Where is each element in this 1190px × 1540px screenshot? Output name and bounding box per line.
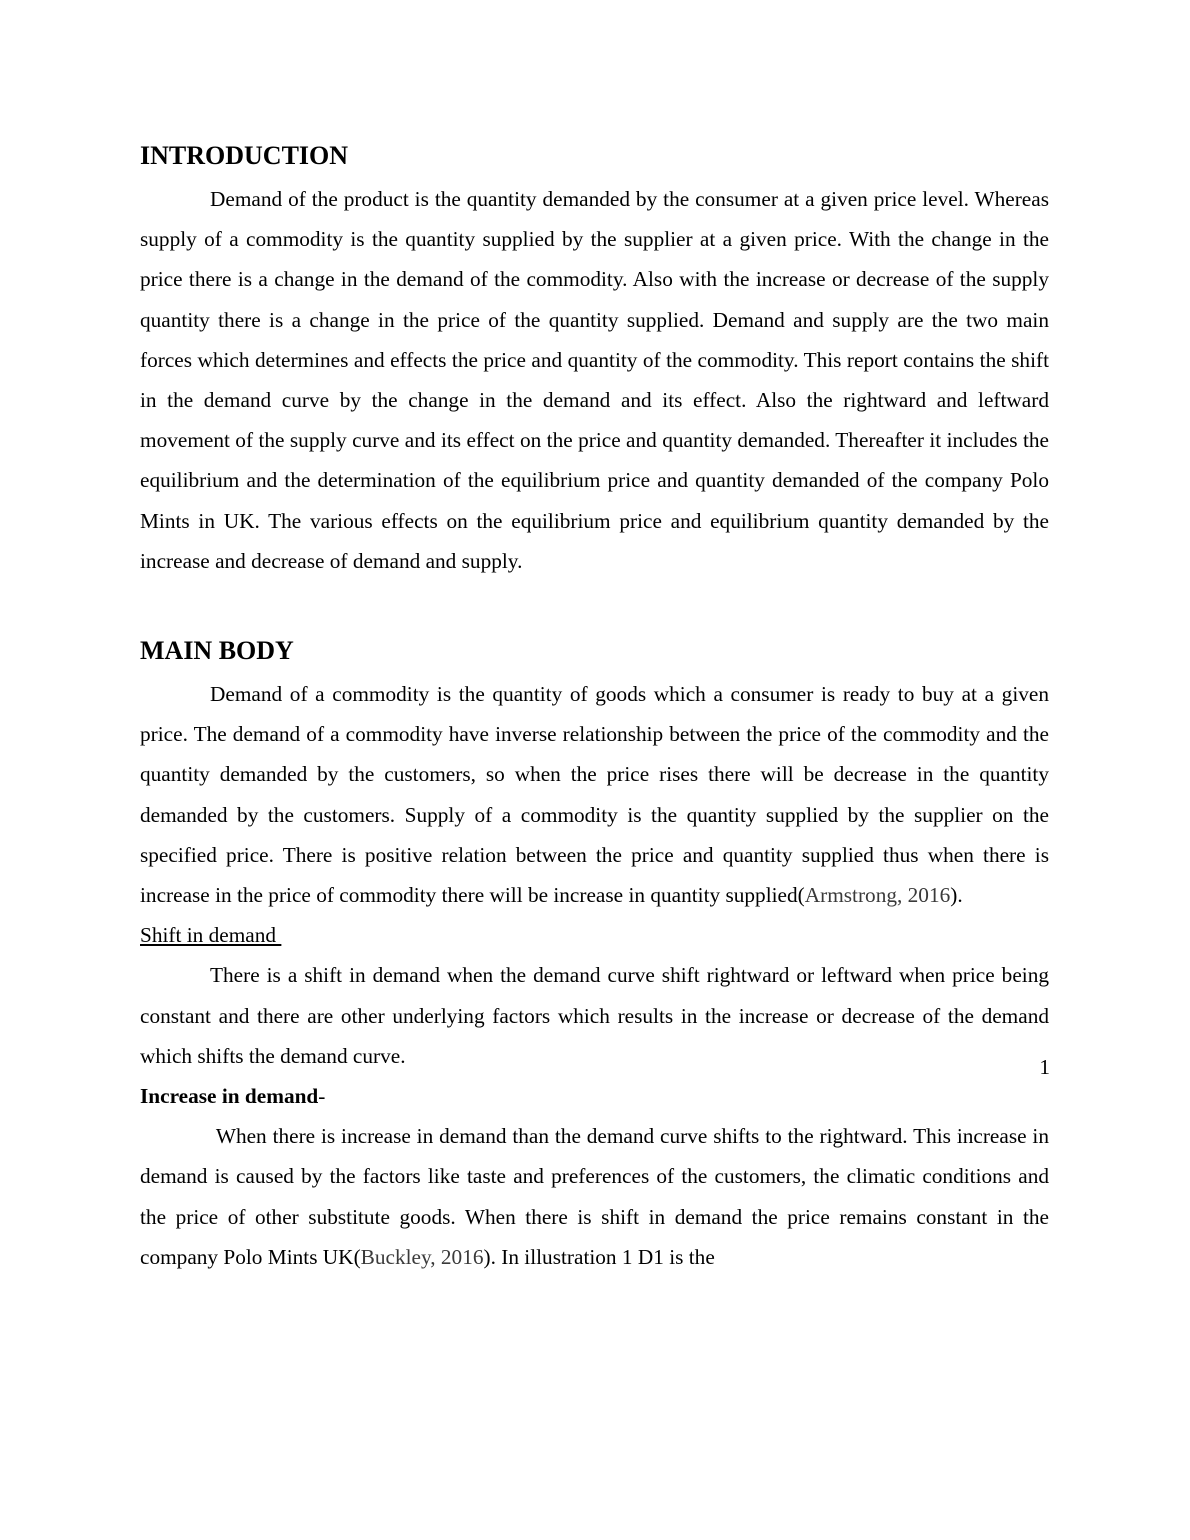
citation-armstrong: Armstrong, 2016 <box>804 883 951 908</box>
page-number: 1 <box>1039 1055 1050 1079</box>
citation-open-2: ( <box>353 1244 361 1269</box>
introduction-paragraph: Demand of the product is the quantity demanded by the consumer at a given price level. Whereas supply of a commodity is the quantity supplied by the supplier at a given price. With the change in the price there is a change in the demand of the commodity. Also with the increase or decrease of the supply quantity there is a change in the price of the quantity supplied. Demand and supply are the two main forces which determines and effects the price and quantity of the commodity. This report contains the shift in the demand curve by the change in the demand and its effect. Also the rightward and leftward movement of the supply curve and its effect on the price and quantity demanded. Thereafter it includes the equilibrium and the determination of the equilibrium price and quantity demanded of the company Polo Mints in UK. The various effects on the equilibrium price and equilibrium quantity demanded by the increase and decrease of demand and supply. <box>140 187 1049 573</box>
main-body-text: Demand of a commodity is the quantity of goods which a consumer is ready to buy at a given price. The demand of a commodity have inverse relationship between the price of the commodity and the quantity demanded by the customers, so when the price rises there will be decrease in the quantity demanded by the customers. Supply of a commodity is the quantity supplied by the supplier on the specified price. There is positive relation between the price and quantity supplied thus when there is increase in the price of commodity there will be increase in quantity supplied <box>140 682 1049 908</box>
main-body-heading: MAIN BODY <box>140 636 294 666</box>
shift-in-demand-paragraph: There is a shift in demand when the demand curve shift rightward or leftward when price being constant and there are other underlying factors which results in the increase or decrease of the demand which shifts the demand curve. <box>140 963 1049 1068</box>
document-page <box>140 138 1055 1277</box>
increase-in-demand-paragraph <box>140 1116 1055 1277</box>
citation-close: ). <box>950 883 963 908</box>
increase-in-demand-heading-line <box>140 1076 1049 1116</box>
increase-in-demand-heading: Increase in demand <box>140 1084 319 1109</box>
introduction-heading: INTRODUCTION <box>140 141 349 170</box>
main-body-paragraph <box>140 674 1049 915</box>
citation-close-2: ). In illustration 1 D1 is the <box>483 1244 715 1269</box>
citation-open: ( <box>797 883 805 908</box>
shift-in-demand-heading: Shift in demand <box>140 923 282 948</box>
increase-in-demand-dash: - <box>318 1084 326 1109</box>
citation-buckley: Buckley, 2016 <box>360 1244 484 1269</box>
increase-in-demand-text: When there is increase in demand than the demand curve shifts to the rightward. This increase in demand is caused by the factors like taste and preferences of the customers, the climatic conditions and the price of other substitute goods. When there is shift in demand the price remains constant in the company Polo Mints UK <box>140 1124 1055 1269</box>
